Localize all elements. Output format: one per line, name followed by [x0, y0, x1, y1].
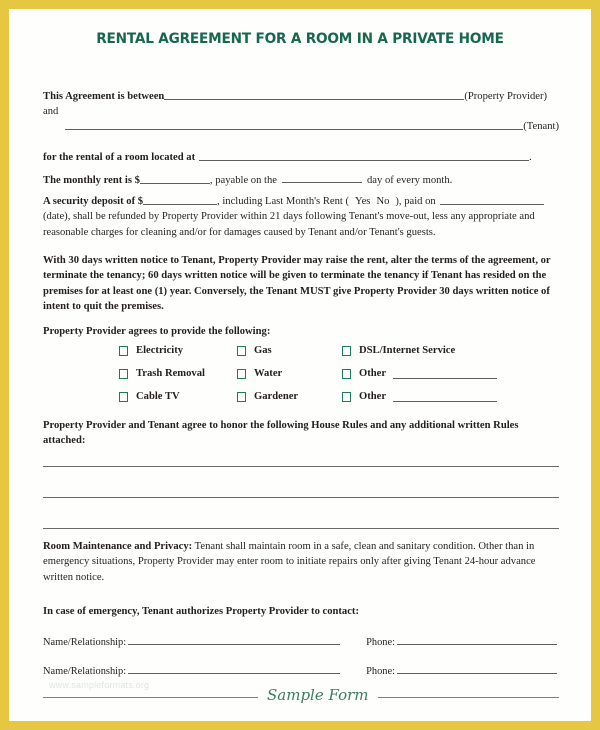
location-trailing: .	[529, 152, 532, 163]
deposit-paid-text: ), paid on	[395, 196, 436, 207]
location-field[interactable]	[199, 149, 529, 161]
checkbox-icon[interactable]	[119, 392, 128, 402]
checkbox-label: Other	[359, 391, 387, 402]
tenant-line	[43, 118, 559, 134]
checkbox-icon[interactable]	[342, 392, 351, 402]
location-line	[43, 149, 559, 165]
name-relationship-field-2[interactable]	[128, 662, 340, 674]
maintenance-paragraph	[43, 539, 559, 585]
checkbox-label: Water	[254, 368, 283, 379]
checkbox-label: Electricity	[136, 345, 184, 356]
emergency-heading: In case of emergency, Tenant authorizes Property Provider to contact:	[43, 606, 359, 617]
checkbox-label: Gas	[254, 345, 272, 356]
monthly-rent-field[interactable]	[140, 172, 210, 184]
utilities-row	[119, 339, 559, 362]
utilities-checkbox-grid	[119, 339, 559, 408]
deposit-body-text: (date), shall be refunded by Property Provider within 21 days following Tenant's move-out, less any appropriate and reasonable charges for cleaning and/or for damages caused by Tenant and/or Tenant's guests.	[43, 211, 535, 238]
provider-name-field[interactable]	[164, 88, 464, 100]
security-deposit-label: A security deposit of $	[43, 196, 144, 207]
checkbox-icon[interactable]	[237, 369, 246, 379]
checkbox-item-gas[interactable]	[237, 345, 342, 356]
monthly-rent-label: The monthly rent is $	[43, 175, 140, 186]
provider-caption: (Property Provider) and	[43, 91, 547, 118]
footer-rule-right	[378, 697, 560, 698]
other-utility-field-1[interactable]	[393, 368, 497, 379]
notice-paragraph: With 30 days written notice to Tenant, Property Provider may raise the rent, alter the terms of the agreement, or terminate the tenancy; 60 days written notice will be given to terminate the tenancy if Tenant has resided on the premises for at least one (1) year. Conversely, the Tenant MUST give Property Provider 30 days written notice of intent to quit the premises.	[43, 255, 551, 313]
location-label: for the rental of a room located at	[43, 152, 196, 163]
checkbox-item-electricity[interactable]	[119, 345, 237, 356]
phone-label: Phone:	[366, 637, 395, 648]
checkbox-icon[interactable]	[342, 369, 351, 379]
footer-watermark: www.sampleformats.org	[49, 680, 150, 690]
checkbox-item-other-2[interactable]	[342, 391, 552, 402]
document-body	[9, 9, 591, 721]
security-deposit-block	[43, 193, 559, 240]
rent-tail-text: day of every month.	[367, 175, 453, 186]
utilities-heading: Property Provider agrees to provide the following:	[43, 326, 271, 337]
checkbox-icon[interactable]	[237, 346, 246, 356]
rent-due-day-field[interactable]	[282, 171, 362, 183]
house-rules-heading: Property Provider and Tenant agree to honor the following House Rules and any additional written Rules attached:	[43, 420, 519, 447]
tenant-caption: (Tenant)	[523, 121, 559, 132]
deposit-no-option[interactable]: No	[376, 196, 390, 207]
checkbox-item-trash-removal[interactable]	[119, 368, 237, 379]
checkbox-icon[interactable]	[342, 346, 351, 356]
monthly-rent-line	[43, 171, 559, 188]
deposit-paid-date-field[interactable]	[440, 193, 544, 205]
checkbox-item-water[interactable]	[237, 368, 342, 379]
checkbox-icon[interactable]	[119, 346, 128, 356]
emergency-contact-row-1	[43, 633, 559, 648]
checkbox-label: DSL/Internet Service	[359, 345, 456, 356]
deposit-including-text: , including Last Month's Rent (	[217, 196, 350, 207]
document-page	[9, 9, 591, 721]
deposit-yes-option[interactable]: Yes	[355, 196, 371, 207]
other-utility-field-2[interactable]	[393, 391, 497, 402]
house-rules-line-2[interactable]	[43, 497, 559, 498]
maintenance-body: Tenant shall maintain room in a safe, clean and sanitary condition. Other than in emergency situations, Property Provider may enter room to initiate repairs only after giving Tenant 24-hour advance written notice.	[43, 541, 536, 583]
checkbox-item-gardener[interactable]	[237, 391, 342, 402]
checkbox-icon[interactable]	[237, 392, 246, 402]
name-relationship-label: Name/Relationship:	[43, 637, 127, 648]
page-title: RENTAL AGREEMENT FOR A ROOM IN A PRIVATE HOME	[96, 31, 504, 47]
maintenance-heading: Room Maintenance and Privacy:	[43, 541, 193, 552]
name-relationship-label: Name/Relationship:	[43, 666, 127, 677]
name-relationship-field-1[interactable]	[128, 633, 340, 645]
checkbox-icon[interactable]	[119, 369, 128, 379]
checkbox-item-other-1[interactable]	[342, 368, 552, 379]
house-rules-line-1[interactable]	[43, 466, 559, 467]
footer-rule-left	[43, 697, 258, 698]
sample-form-label: Sample Form	[267, 686, 369, 704]
checkbox-item-cable-tv[interactable]	[119, 391, 237, 402]
utilities-row	[119, 362, 559, 385]
utilities-row	[119, 385, 559, 408]
tenant-name-field[interactable]	[65, 118, 523, 130]
checkbox-label: Trash Removal	[136, 368, 205, 379]
phone-field-2[interactable]	[397, 662, 557, 674]
rent-mid-text: , payable on the	[209, 175, 277, 186]
checkbox-label: Gardener	[254, 391, 299, 402]
parties-intro-line	[43, 88, 559, 120]
emergency-contact-row-2	[43, 662, 559, 677]
parties-intro-label: This Agreement is between	[43, 91, 165, 102]
checkbox-label: Cable TV	[136, 391, 180, 402]
security-deposit-field[interactable]	[143, 193, 217, 205]
checkbox-label: Other	[359, 368, 387, 379]
house-rules-line-3[interactable]	[43, 528, 559, 529]
footer-sample-form	[43, 685, 559, 709]
phone-field-1[interactable]	[397, 633, 557, 645]
phone-label: Phone:	[366, 666, 395, 677]
checkbox-item-dsl-internet-service[interactable]	[342, 345, 552, 356]
